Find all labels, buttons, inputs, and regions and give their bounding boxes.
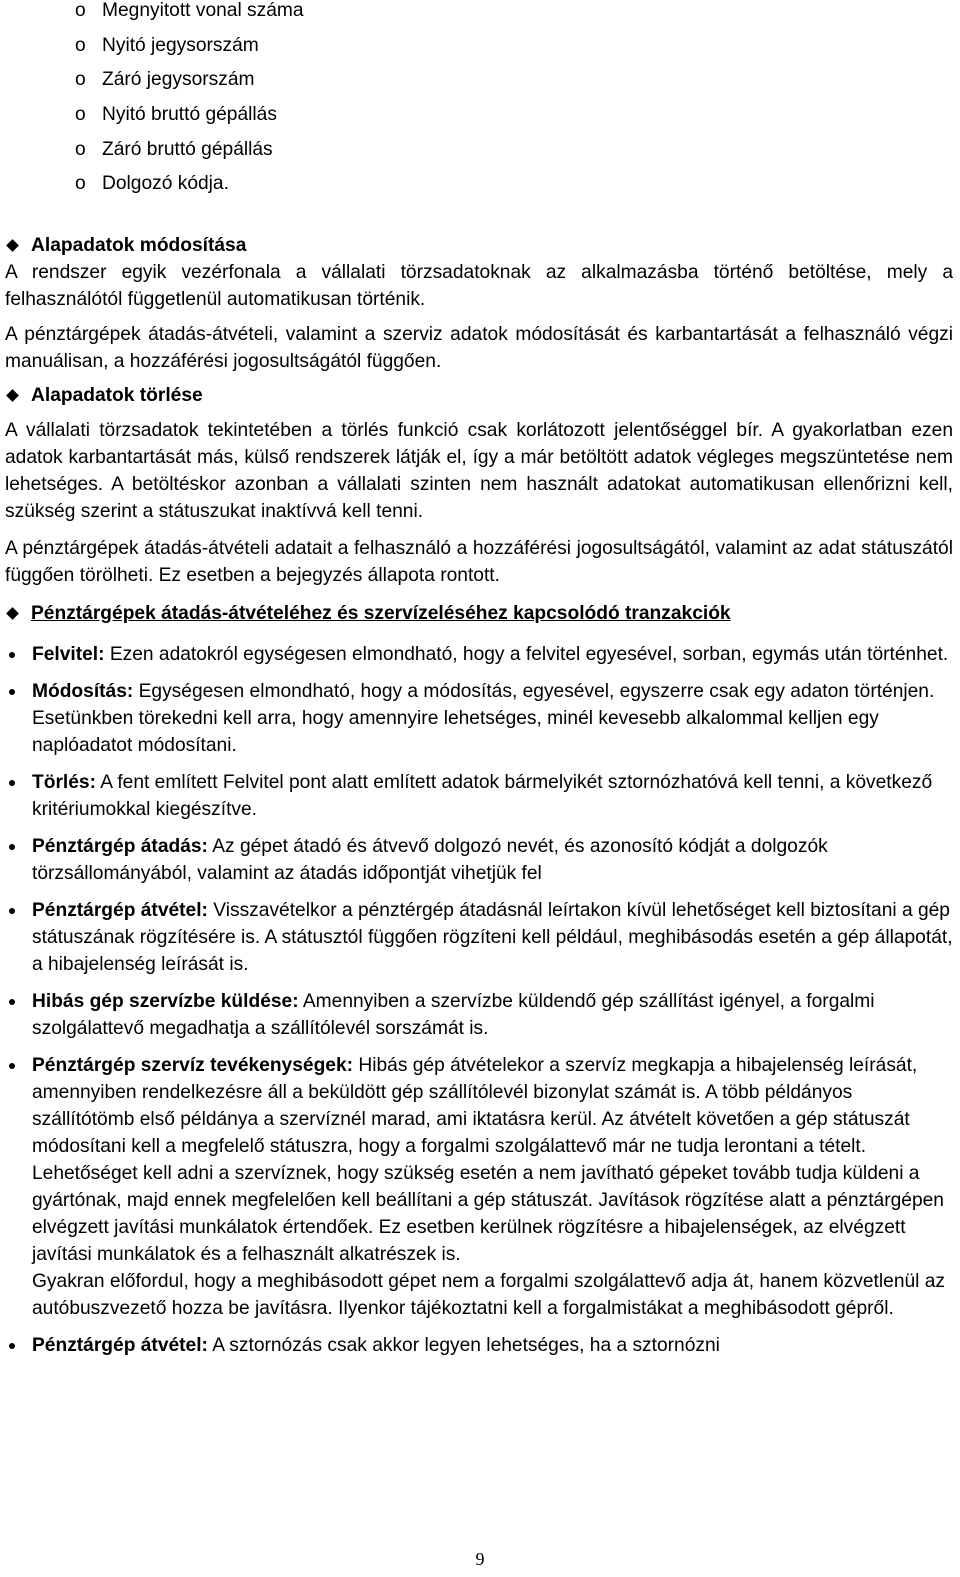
page-number: 9 xyxy=(475,1549,485,1569)
item-term: Felvitel: xyxy=(32,644,105,666)
list-item: o Dolgozó kódja. xyxy=(75,173,229,195)
section-heading-transactions: Pénztárgépek átadás-átvételéhez és szervízeléséhez kapcsolódó tranzakciók xyxy=(5,600,953,627)
bullet-icon xyxy=(9,844,15,850)
list-item xyxy=(5,1332,953,1359)
list-item xyxy=(5,988,953,1042)
item-continuation: Lehetőséget kell adni a szervíznek, hogy szükség esetén a nem javítható gépeket tovább tudja küldeni a gyártónak, majd ennek megfelelően kell beállítani a gép státuszát. Javítások rögzítése alatt a pénztárgépen elvégzett javítási munkálatok értendőek. Ez esetben kerülnek rögzítésre a hibajelenségek, az elvégzett javítási munkálatok és a felhasznált alkatrészek is. xyxy=(32,1163,944,1266)
item-continuation: Gyakran előfordul, hogy a meghibásodott gépet nem a forgalmi szolgálattevő adja át, hanem közvetlenül az autóbuszvezető hozza be javításra. Ilyenkor tájékoztatni kell a forgalmistákat a meghibásodott gépről. xyxy=(32,1271,946,1320)
paragraph: A pénztárgépek átadás-átvételi adatait a felhasználó a hozzáférési jogosultságától, valamint az adat státuszától függően törölheti. Ez esetben a bejegyzés állapota rontott. xyxy=(5,538,953,587)
list-item: o Megnyitott vonal száma xyxy=(75,0,304,21)
list-item xyxy=(5,833,953,887)
item-text: Egységesen elmondható, hogy a módosítás, egyesével, egyszerre csak egy adaton történjen. Esetünkben törekedni kell arra, hogy amennyire lehetséges, minél kevesebb alkalommal kelljen egy naplóadatot módosítani. xyxy=(32,681,935,757)
bullet-icon xyxy=(9,1343,15,1349)
paragraph: A pénztárgépek átadás-átvételi, valamint a szerviz adatok módosítását és karbantartását a felhasználó végzi manuálisan, a hozzáférési jogosultságától függően. xyxy=(5,324,953,373)
paragraph: A vállalati törzsadatok tekintetében a törlés funkció csak korlátozott jelentőséggel bír. A gyakorlatban ezen adatok karbantartását más, külső rendszerek látják el, így a már betöltött adatok végleges megszüntetése nem lehetséges. A betöltéskor azonban a vállalati szinten nem használt adatokat automatikusan ellenőrizni kell, szükség szerint a státuszukat inaktívvá kell tenni. xyxy=(5,420,953,523)
list-marker: o xyxy=(75,0,86,21)
item-term: Törlés: xyxy=(32,772,96,794)
bullet-icon xyxy=(9,1063,15,1069)
item-text: Ezen adatokról egységesen elmondható, hogy a felvitel egyesével, sorban, egymás után történhet. xyxy=(104,644,949,666)
list-marker: o xyxy=(75,173,86,195)
item-term: Pénztárgép átvétel: xyxy=(32,900,208,922)
bullet-icon xyxy=(9,908,15,914)
list-item xyxy=(5,1052,953,1322)
section-heading-modify: Alapadatok módosítása xyxy=(5,232,953,259)
bullet-icon xyxy=(9,689,15,695)
item-term: Pénztárgép átadás: xyxy=(32,836,208,858)
list-marker: o xyxy=(75,104,86,126)
item-text: A fent említett Felvitel pont alatt említett adatok bármelyikét sztornózhatóvá kell tenni, a következő kritériumokkal kiegészítve. xyxy=(32,772,933,821)
diamond-bullet-icon xyxy=(6,239,19,252)
page-content xyxy=(5,0,953,1359)
bullet-icon xyxy=(9,652,15,658)
item-text: Visszavételkor a pénztérgép átadásnál leírtakon kívül lehetőséget kell biztosítani a gép státuszának rögzítésére is. A státusztól függően rögzíteni kell például, meghibásodás esetén a gép állapotát, a hibajelenség leírását is. xyxy=(32,900,953,976)
item-term: Pénztárgép szervíz tevékenységek: xyxy=(32,1055,354,1077)
list-item: o Nyitó jegysorszám xyxy=(75,34,259,56)
paragraph: A rendszer egyik vezérfonala a vállalati törzsadatoknak az alkalmazásba történő betöltése, mely a felhasználótól függetlenül automatikusan történik. xyxy=(5,262,953,311)
item-term: Pénztárgép átvétel: xyxy=(32,1335,208,1357)
item-term: Hibás gép szervízbe küldése: xyxy=(32,991,299,1013)
list-marker: o xyxy=(75,138,86,160)
item-text: A sztornózás csak akkor legyen lehetséges, ha a sztornózni xyxy=(207,1335,720,1357)
item-term: Módosítás: xyxy=(32,681,134,703)
list-marker: o xyxy=(75,34,86,56)
list-item xyxy=(5,769,953,823)
item-text: Hibás gép átvételekor a szervíz megkapja a hibajelenség leírását, amennyiben rendelkezésre áll a beküldött gép szállítólevél bizonylat számát is. A több példányos szállítótömb első példánya a szervíznél marad, ami iktatásra kerül. Az átvételt követően a gép státuszát módosítani kell a megfelelő státuszra, hogy a forgalmi szolgálattevő már ne tudja lerontani a tételt. xyxy=(32,1055,918,1158)
item-text: Amennyiben a szervízbe küldendő gép szállítást igényel, a forgalmi szolgálattevő megadhatja a szállítólevél sorszámát is. xyxy=(32,991,875,1040)
section-heading-delete: Alapadatok törlése xyxy=(5,382,953,409)
list-item xyxy=(5,678,953,759)
field-list xyxy=(5,0,953,208)
list-item: o Nyitó bruttó gépállás xyxy=(75,104,277,126)
diamond-bullet-icon xyxy=(6,389,19,402)
list-item: o Záró bruttó gépállás xyxy=(75,138,273,160)
item-text: Az gépet átadó és átvevő dolgozó nevét, és azonosító kódját a dolgozók törzsállományából, valamint az átadás időpontját vihetjük fel xyxy=(32,836,828,885)
list-item xyxy=(5,897,953,978)
transaction-list xyxy=(5,641,953,1359)
bullet-icon xyxy=(9,780,15,786)
bullet-icon xyxy=(9,999,15,1005)
list-item xyxy=(5,641,953,668)
diamond-bullet-icon xyxy=(6,607,19,620)
list-item: o Záró jegysorszám xyxy=(75,69,255,91)
list-marker: o xyxy=(75,69,86,91)
